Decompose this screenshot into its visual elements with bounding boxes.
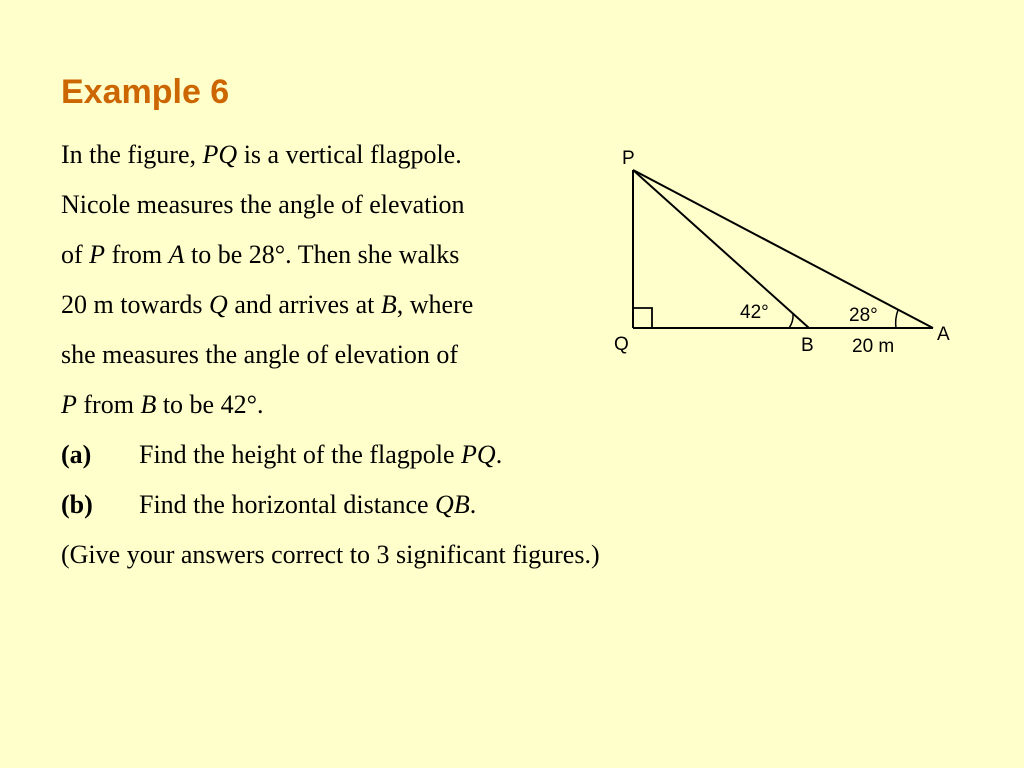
label-distance-ba: 20 m [852, 336, 895, 357]
question-b: (b) Find the horizontal distance QB. [61, 484, 781, 534]
problem-line-5: she measures the angle of elevation of [61, 340, 459, 369]
label-b: B [801, 335, 814, 356]
problem-line-2: Nicole measures the angle of elevation [61, 190, 465, 219]
question-b-label: (b) [61, 490, 93, 519]
right-angle-marker [633, 308, 652, 328]
label-angle-a: 28° [849, 305, 878, 326]
question-a: (a) Find the height of the flagpole PQ. [61, 434, 781, 484]
flagpole-diagram [600, 140, 970, 370]
angle-arc-a [896, 310, 898, 328]
label-angle-b: 42° [740, 302, 769, 323]
answer-note: (Give your answers correct to 3 significant figures.) [61, 540, 600, 569]
problem-line-1: In the figure, PQ is a vertical flagpole. [61, 140, 462, 169]
angle-arc-b [789, 314, 793, 328]
problem-text [61, 134, 621, 584]
problem-line-6: P from B to be 42°. [61, 390, 264, 419]
question-a-label: (a) [61, 440, 92, 469]
label-q: Q [614, 334, 629, 355]
label-a: A [937, 324, 950, 345]
problem-line-3: of P from A to be 28°. Then she walks [61, 240, 460, 269]
label-p: P [622, 148, 635, 169]
slide-title: Example 6 [61, 73, 230, 111]
problem-line-4: 20 m towards Q and arrives at B, where [61, 290, 474, 319]
